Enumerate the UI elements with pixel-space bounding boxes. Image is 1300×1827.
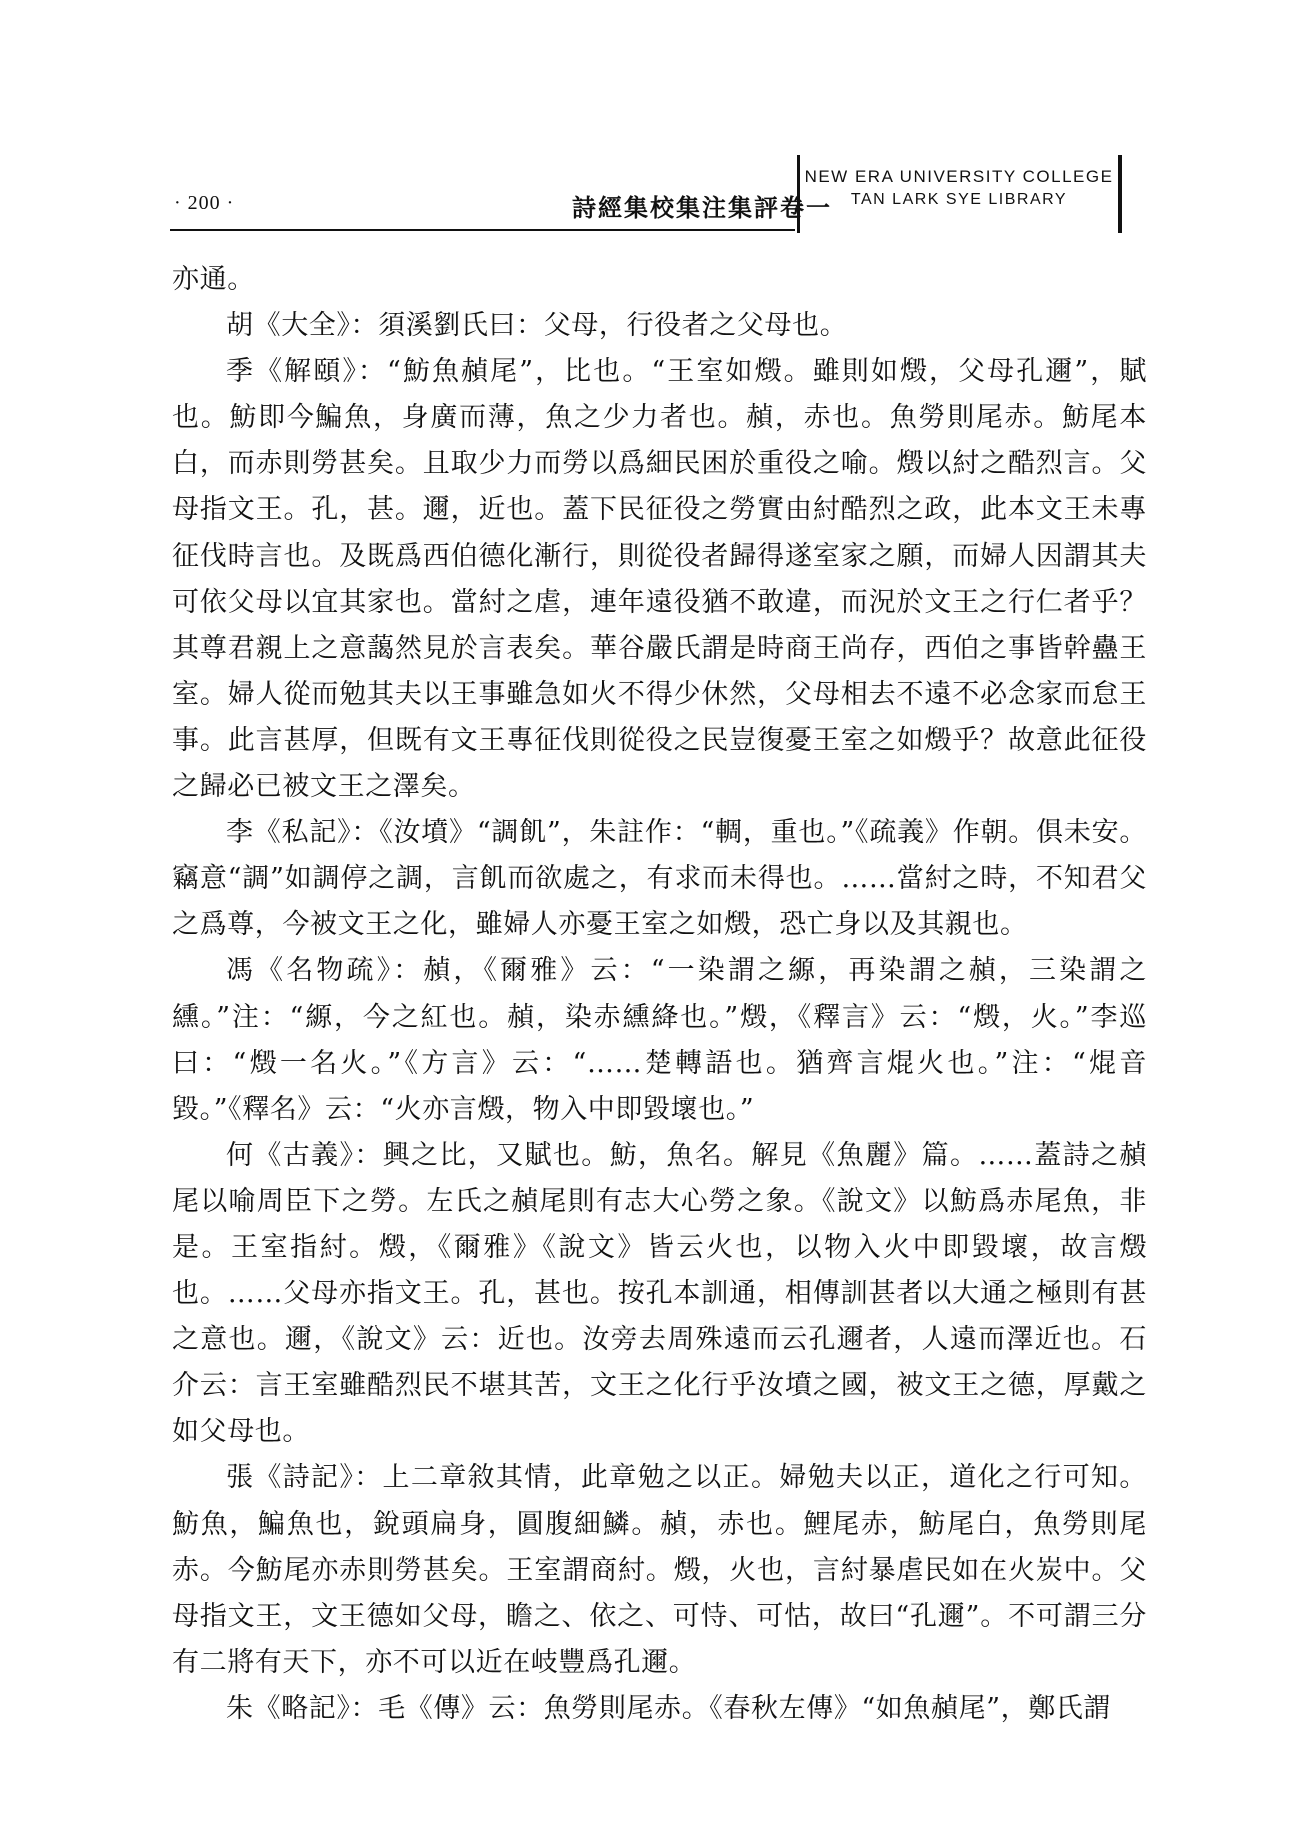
paragraph: 何《古義》：興之比，又賦也。魴，魚名。解見《魚麗》篇。……蓋詩之赬尾以喻周臣下之勞。左氏之赬尾則有志大心勞之象。《說文》以魴爲赤尾魚，非是。王室指紂。燬，《爾雅》《說文》皆云火也，以物入火中即毀壞，故言燬也。……父母亦指文王。孔，甚也。按孔本訓通，相傳訓甚者以大通之極則有甚之意也。邇，《說文》云：近也。汝旁去周殊遠而云孔邇者，人遠而澤近也。石介云：言王室雖酷烈民不堪其苦，文王之化行乎汝墳之國，被文王之德，厚戴之如父母也。 (172, 1139, 1147, 1448)
page-number: · 200 · (174, 192, 235, 214)
paragraph: 李《私記》：《汝墳》“調飢”，朱註作：“輖，重也。”《疏義》作朝。俱未安。竊意“調”如調停之調，言飢而欲處之，有求而未得也。……當紂之時，不知君父之爲尊，今被文王之化，雖婦人亦憂王室之如燬，恐亡身以及其親也。 (172, 817, 1147, 941)
library-stamp (797, 155, 1122, 233)
paragraph: 季《解頤》：“魴魚赬尾”，比也。“王室如燬。雖則如燬，父母孔邇”，賦也。魴即今鯿魚，身廣而薄，魚之少力者也。赬，赤也。魚勞則尾赤。魴尾本白，而赤則勞甚矣。且取少力而勞以爲細民困於重役之喻。燬以紂之酷烈言。父母指文王。孔，甚。邇，近也。蓋下民征役之勞實由紂酷烈之政，此本文王未專征伐時言也。及既爲西伯德化漸行，則從役者歸得遂室家之願，而婦人因謂其夫可依父母以宜其家也。當紂之虐，連年遠役猶不敢違，而況於文王之行仁者乎？其尊君親上之意藹然見於言表矣。華谷嚴氏謂是時商王尚存，西伯之事皆幹蠱王室。婦人從而勉其夫以王事雖急如火不得少休然，父母相去不遠不必念家而怠王事。此言甚厚，但既有文王專征伐則從役之民豈復憂王室之如燬乎？故意此征役之歸必已被文王之澤矣。 (172, 356, 1147, 803)
page-header (0, 150, 1300, 220)
paragraph: 亦通。 (172, 264, 255, 295)
stamp-line-1: NEW ERA UNIVERSITY COLLEGE (804, 167, 1114, 186)
running-title: 詩經集校集注集評卷一 (572, 193, 832, 222)
stamp-line-2: TAN LARK SYE LIBRARY (850, 191, 1068, 208)
paragraph: 胡《大全》：須溪劉氏曰：父母，行役者之父母也。 (226, 310, 848, 342)
paragraph: 馮《名物疏》：赬，《爾雅》云：“一染謂之縓，再染謂之赬，三染謂之纁。”注：“縓，今之紅也。赬，染赤纁絳也。”燬，《釋言》云：“燬，火。”李巡曰：“燬一名火。”《方言》云：“……楚轉語也。猶齊言焜火也。”注：“焜音毀。”《釋名》云：“火亦言燬，物入中即毀壞也。” (172, 955, 1147, 1125)
paragraph: 朱《略記》：毛《傳》云：魚勞則尾赤。《春秋左傳》“如魚赬尾”，鄭氏謂 (226, 1692, 1112, 1724)
body-text (172, 257, 1147, 1732)
header-rule (170, 229, 795, 231)
paragraph: 張《詩記》：上二章敘其情，此章勉之以正。婦勉夫以正，道化之行可知。魴魚，鯿魚也，銳頭扁身，圓腹細鱗。赬，赤也。鯉尾赤，魴尾白，魚勞則尾赤。今魴尾亦赤則勞甚矣。王室謂商紂。燬，火也，言紂暴虐民如在火炭中。父母指文王，文王德如父母，瞻之、依之、可恃、可怙，故曰“孔邇”。不可謂三分有二將有天下，亦不可以近在岐豐爲孔邇。 (172, 1462, 1147, 1678)
